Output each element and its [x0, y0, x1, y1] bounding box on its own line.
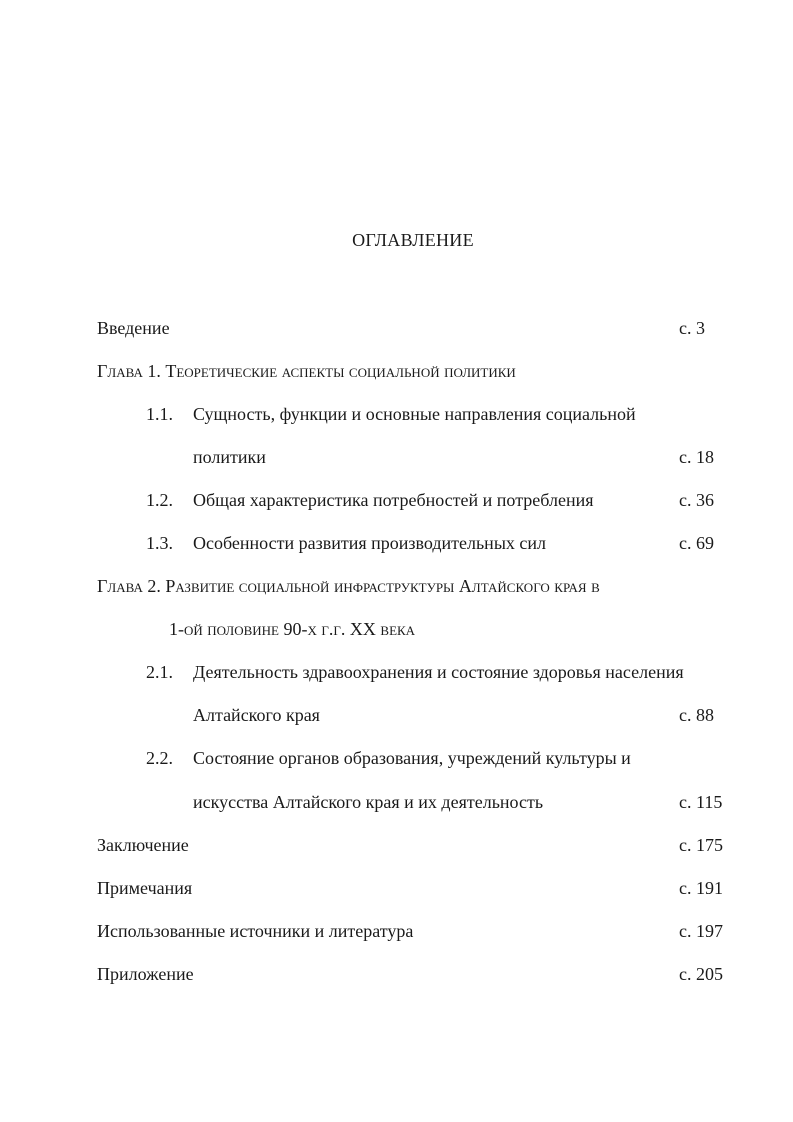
toc-entry-sources-page: с. 197	[679, 921, 723, 941]
toc-entry-1-1-continued: политики	[193, 447, 266, 467]
toc-entry-appendix-label: Приложение	[97, 964, 194, 984]
section-number: 2.1.	[146, 662, 173, 682]
toc-entry-sources-label: Использованные источники и литература	[97, 921, 414, 941]
toc-entry-2-1-continued: Алтайского края	[193, 705, 320, 725]
section-number: 1.2.	[146, 490, 173, 510]
toc-entry-2-2-continued: искусства Алтайского края и их деятельность	[193, 792, 544, 812]
chapter-1-title: Глава 1. Теоретические аспекты социальной политики	[97, 361, 516, 381]
section-number: 1.1.	[146, 404, 173, 424]
toc-entry-2-1-page: с. 88	[679, 705, 714, 725]
toc-entry-1-2-page: с. 36	[679, 490, 714, 510]
section-number: 2.2.	[146, 748, 173, 768]
section-number: 1.3.	[146, 533, 173, 553]
section-title: Состояние органов образования, учреждений культуры и	[193, 748, 631, 768]
section-title: Особенности развития производительных сил	[193, 533, 547, 553]
chapter-2-title: Глава 2. Развитие социальной инфраструктуры Алтайского края в	[97, 576, 600, 596]
toc-entry-1-1	[146, 403, 636, 425]
chapter-2-title-continued: 1-ой половине 90-х г.г. XX века	[169, 619, 416, 639]
toc-entry-conclusion-page: с. 175	[679, 835, 723, 855]
page-title: ОГЛАВЛЕНИЕ	[352, 230, 474, 250]
toc-entry-2-2	[146, 747, 631, 769]
section-title: Сущность, функции и основные направления социальной	[193, 404, 636, 424]
section-title: Деятельность здравоохранения и состояние здоровья населения	[193, 662, 684, 682]
toc-entry-1-3-page: с. 69	[679, 533, 714, 553]
section-title: Общая характеристика потребностей и потребления	[193, 490, 594, 510]
toc-entry-notes-label: Примечания	[97, 878, 193, 898]
toc-entry-notes-page: с. 191	[679, 878, 723, 898]
toc-entry-intro-label: Введение	[97, 318, 170, 338]
toc-entry-1-2	[146, 489, 594, 511]
toc-entry-2-1	[146, 661, 684, 683]
toc-entry-conclusion-label: Заключение	[97, 835, 189, 855]
toc-entry-intro-page: с. 3	[679, 318, 705, 338]
toc-entry-1-1-page: с. 18	[679, 447, 714, 467]
toc-entry-1-3	[146, 532, 546, 554]
toc-entry-appendix-page: с. 205	[679, 964, 723, 984]
toc-entry-2-2-page: с. 115	[679, 792, 723, 812]
